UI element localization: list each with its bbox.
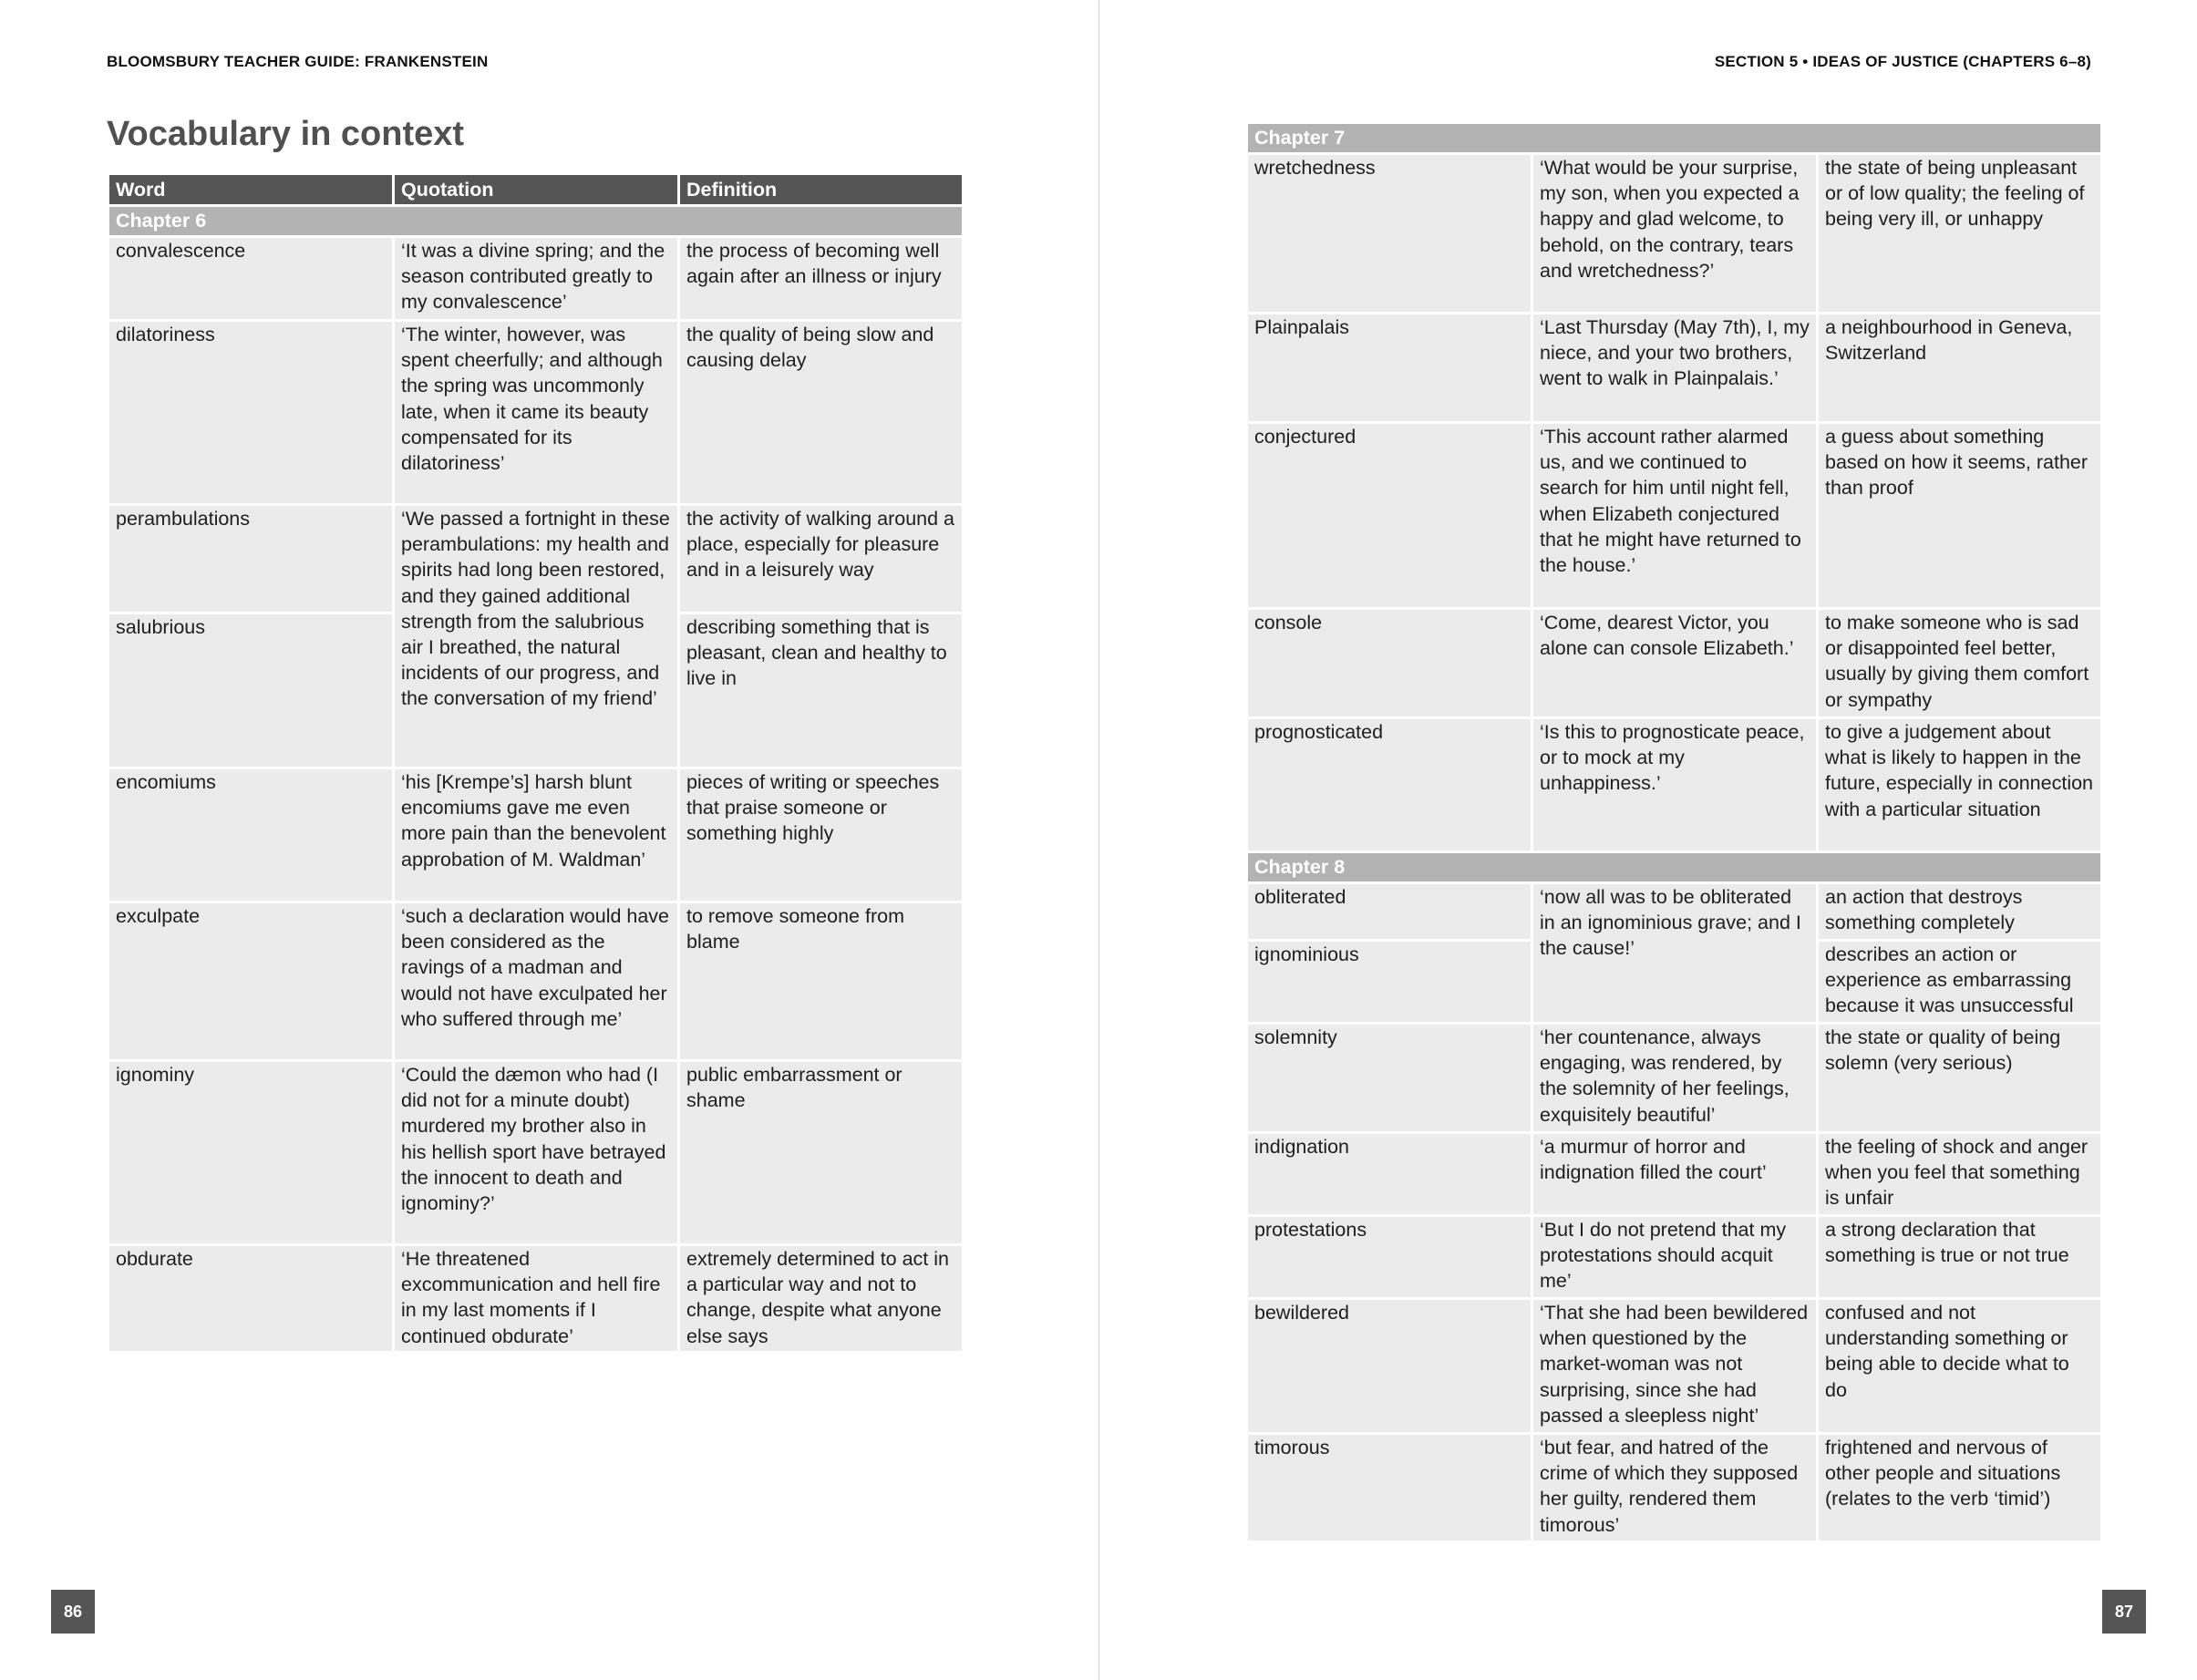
definition-cell: the state or quality of being solemn (very serious): [1819, 1025, 2100, 1131]
vocabulary-table: [107, 172, 964, 1354]
definition-cell: the state of being unpleasant or of low quality; the feeling of being very ill, or unhappy: [1819, 155, 2100, 312]
vocabulary-table: [1245, 121, 2103, 1543]
quotation-cell: ‘Could the dæmon who had (I did not for a minute doubt) murdered my brother also in his hellish sport have betrayed the innocent to death and ignominy?’: [395, 1062, 677, 1243]
word-cell: bewildered: [1248, 1300, 1531, 1432]
quotation-cell: ‘Last Thursday (May 7th), I, my niece, and your two brothers, went to walk in Plainpalais.’: [1533, 314, 1816, 421]
quotation-cell: ‘such a declaration would have been considered as the ravings of a madman and would not have exculpated her who suffered through me’: [395, 903, 677, 1059]
page-number: 86: [51, 1590, 95, 1634]
running-head: BLOOMSBURY TEACHER GUIDE: FRANKENSTEIN: [107, 53, 489, 70]
word-cell: convalescence: [109, 238, 392, 319]
table-row: [1248, 1435, 2100, 1541]
quotation-cell: ‘Is this to prognosticate peace, or to mock at my unhappiness.’: [1533, 719, 1816, 850]
page-title: Vocabulary in context: [107, 115, 465, 153]
column-header-word: Word: [109, 175, 392, 204]
word-cell: wretchedness: [1248, 155, 1531, 312]
right-page: [1099, 0, 2197, 1680]
definition-cell: frightened and nervous of other people and situations (relates to the verb ‘timid’): [1819, 1435, 2100, 1541]
quotation-cell: ‘What would be your surprise, my son, when you expected a happy and glad welcome, to behold, on the contrary, tears and wretchedness?’: [1533, 155, 1816, 312]
word-cell: ignominious: [1248, 942, 1531, 1022]
quotation-cell: ‘but fear, and hatred of the crime of which they supposed her guilty, rendered them timorous’: [1533, 1435, 1816, 1541]
quotation-cell: ‘This account rather alarmed us, and we continued to search for him until night fell, when Elizabeth conjectured that he might have returned to the house.’: [1533, 424, 1816, 607]
definition-cell: the feeling of shock and anger when you feel that something is unfair: [1819, 1134, 2100, 1214]
column-header-definition: Definition: [680, 175, 962, 204]
word-cell: timorous: [1248, 1435, 1531, 1541]
word-cell: exculpate: [109, 903, 392, 1059]
chapter-row: [109, 207, 962, 235]
table-header-row: [109, 175, 962, 204]
column-header-quotation: Quotation: [395, 175, 677, 204]
chapter-heading: Chapter 7: [1248, 124, 2100, 152]
table-row: [1248, 884, 2100, 939]
word-cell: prognosticated: [1248, 719, 1531, 850]
quotation-cell: ‘That she had been bewildered when questioned by the market-woman was not surprising, since she had passed a sleepless night’: [1533, 1300, 1816, 1432]
definition-cell: the quality of being slow and causing delay: [680, 322, 962, 503]
left-page: [0, 0, 1098, 1680]
quotation-cell: ‘his [Krempe’s] harsh blunt encomiums gave me even more pain than the benevolent approbation of M. Waldman’: [395, 769, 677, 901]
quotation-cell: ‘Come, dearest Victor, you alone can console Elizabeth.’: [1533, 610, 1816, 716]
word-cell: salubrious: [109, 614, 392, 767]
table-row: [1248, 314, 2100, 421]
table-row: [1248, 719, 2100, 850]
table-row: [1248, 610, 2100, 716]
word-cell: console: [1248, 610, 1531, 716]
definition-cell: public embarrassment or shame: [680, 1062, 962, 1243]
word-cell: obdurate: [109, 1246, 392, 1351]
definition-cell: a strong declaration that something is true or not true: [1819, 1217, 2100, 1297]
quotation-cell: ‘The winter, however, was spent cheerfully; and although the spring was uncommonly late, when it came its beauty compensated for its dilatoriness’: [395, 322, 677, 503]
word-cell: obliterated: [1248, 884, 1531, 939]
table-row: [109, 506, 962, 612]
definition-cell: describing something that is pleasant, clean and healthy to live in: [680, 614, 962, 767]
word-cell: encomiums: [109, 769, 392, 901]
quotation-cell: ‘But I do not pretend that my protestations should acquit me’: [1533, 1217, 1816, 1297]
quotation-cell: ‘He threatened excommunication and hell fire in my last moments if I continued obdurate’: [395, 1246, 677, 1351]
table-row: [1248, 155, 2100, 312]
quotation-cell: ‘a murmur of horror and indignation filled the court’: [1533, 1134, 1816, 1214]
quotation-cell: ‘her countenance, always engaging, was rendered, by the solemnity of her feelings, exquisitely beautiful’: [1533, 1025, 1816, 1131]
table-row: [109, 769, 962, 901]
table-row: [109, 1062, 962, 1243]
definition-cell: describes an action or experience as embarrassing because it was unsuccessful: [1819, 942, 2100, 1022]
definition-cell: pieces of writing or speeches that praise someone or something highly: [680, 769, 962, 901]
word-cell: solemnity: [1248, 1025, 1531, 1131]
word-cell: conjectured: [1248, 424, 1531, 607]
table-row: [109, 322, 962, 503]
table-row: [109, 238, 962, 319]
table-row: [1248, 424, 2100, 607]
definition-cell: a neighbourhood in Geneva, Switzerland: [1819, 314, 2100, 421]
definition-cell: the activity of walking around a place, especially for pleasure and in a leisurely way: [680, 506, 962, 612]
definition-cell: the process of becoming well again after an illness or injury: [680, 238, 962, 319]
table-row: [1248, 1134, 2100, 1214]
definition-cell: extremely determined to act in a particular way and not to change, despite what anyone else says: [680, 1246, 962, 1351]
definition-cell: a guess about something based on how it seems, rather than proof: [1819, 424, 2100, 607]
table-row: [1248, 1025, 2100, 1131]
chapter-row: [1248, 853, 2100, 881]
quotation-cell: ‘We passed a fortnight in these perambulations: my health and spirits had long been restored, and they gained additional strength from the salubrious air I breathed, the natural incidents of our progress, and the conversation of my friend’: [395, 506, 677, 767]
definition-cell: to remove someone from blame: [680, 903, 962, 1059]
chapter-heading: Chapter 6: [109, 207, 962, 235]
definition-cell: to make someone who is sad or disappointed feel better, usually by giving them comfort or sympathy: [1819, 610, 2100, 716]
word-cell: Plainpalais: [1248, 314, 1531, 421]
quotation-cell: ‘It was a divine spring; and the season contributed greatly to my convalescence’: [395, 238, 677, 319]
table-row: [109, 903, 962, 1059]
word-cell: ignominy: [109, 1062, 392, 1243]
definition-cell: confused and not understanding something or being able to decide what to do: [1819, 1300, 2100, 1432]
table-row: [1248, 1300, 2100, 1432]
word-cell: indignation: [1248, 1134, 1531, 1214]
chapter-heading: Chapter 8: [1248, 853, 2100, 881]
table-row: [1248, 1217, 2100, 1297]
page-number: 87: [2102, 1590, 2146, 1634]
word-cell: dilatoriness: [109, 322, 392, 503]
definition-cell: to give a judgement about what is likely to happen in the future, especially in connection with a particular situation: [1819, 719, 2100, 850]
table-row: [109, 1246, 962, 1351]
word-cell: protestations: [1248, 1217, 1531, 1297]
definition-cell: an action that destroys something completely: [1819, 884, 2100, 939]
word-cell: perambulations: [109, 506, 392, 612]
chapter-row: [1248, 124, 2100, 152]
quotation-cell: ‘now all was to be obliterated in an ignominious grave; and I the cause!’: [1533, 884, 1816, 1022]
running-head: SECTION 5 • IDEAS OF JUSTICE (CHAPTERS 6–8): [1714, 53, 2091, 70]
